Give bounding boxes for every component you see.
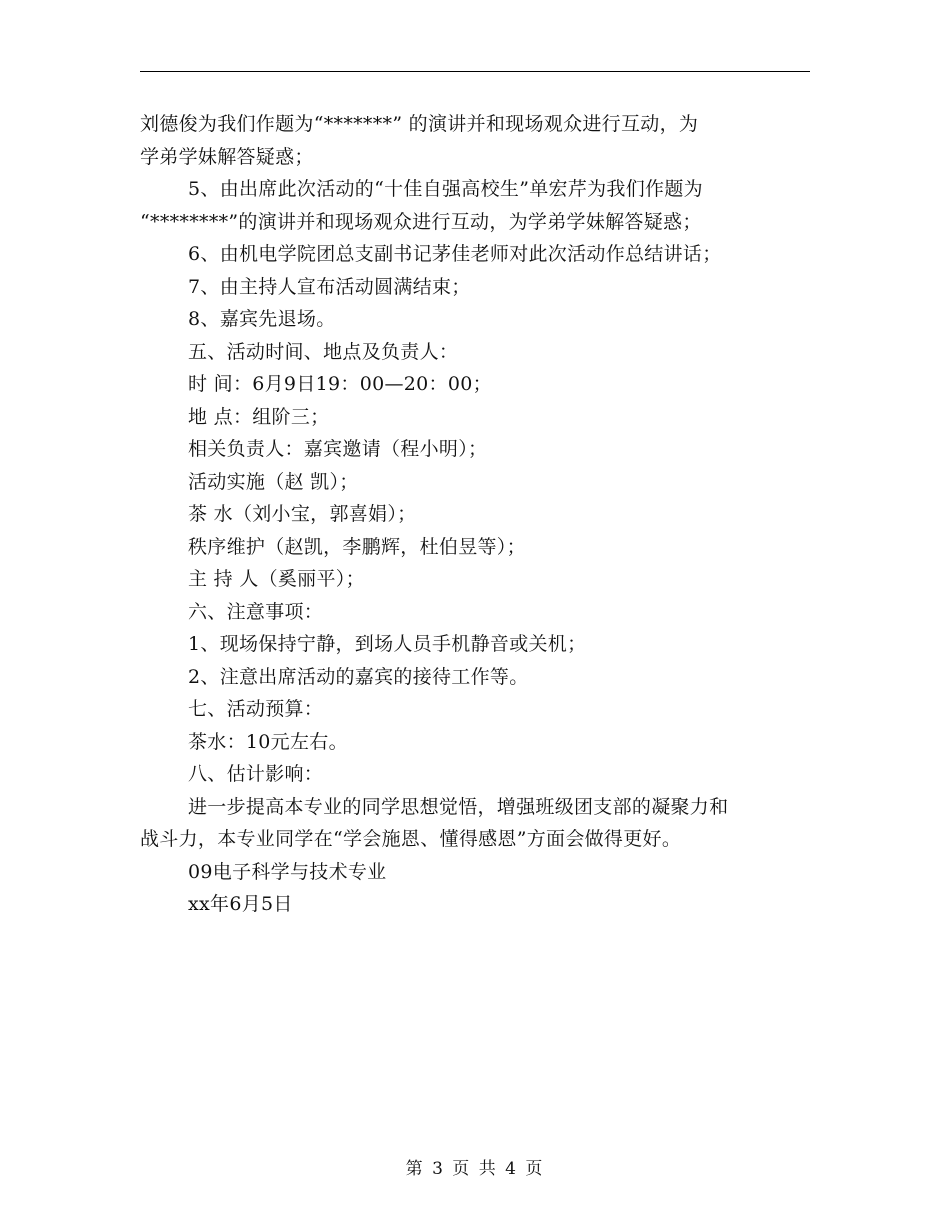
header-rule — [140, 71, 810, 72]
section-heading: 五、活动时间、地点及负责人： — [188, 340, 459, 363]
text-line: “********”的演讲并和现场观众进行互动，为学弟学妹解答疑惑； — [140, 210, 702, 233]
document-body — [140, 108, 810, 921]
section-heading: 六、注意事项： — [188, 600, 324, 623]
text-line: 茶水：10元左右。 — [188, 730, 348, 753]
text-line: 5、由出席此次活动的“十佳自强高校生”单宏芹为我们作题为 — [188, 178, 703, 200]
text-line: 刘德俊为我们作题为“*******” 的演讲并和现场观众进行互动，为 — [140, 113, 699, 135]
text-line: 战斗力，本专业同学在“学会施恩、懂得感恩”方面会做得更好。 — [140, 828, 682, 850]
text-line: 茶 水（刘小宝，郭喜娟）； — [188, 503, 417, 525]
signature-line: 09电子科学与技术专业 — [188, 860, 387, 883]
section-heading: 七、活动预算： — [188, 698, 324, 720]
text-line: 相关负责人：嘉宾邀请（程小明）； — [188, 438, 488, 460]
text-line: 1、现场保持宁静，到场人员手机静音或关机； — [188, 633, 587, 655]
date-line: xx年6月5日 — [188, 893, 293, 915]
text-line: 学弟学妹解答疑惑； — [140, 145, 314, 168]
section-heading: 八、估计影响： — [188, 763, 324, 785]
text-line: 秩序维护（赵凯，李鹏辉，杜伯昱等）； — [188, 535, 526, 558]
text-line: 8、嘉宾先退场。 — [188, 308, 336, 330]
text-line: 2、注意出席活动的嘉宾的接待工作等。 — [188, 665, 529, 688]
text-line: 时 间：6月9日19：00—20：00； — [188, 373, 492, 395]
text-line: 主 持 人（奚丽平）； — [188, 568, 365, 590]
page-number: 第 3 页 共 4 页 — [405, 1159, 545, 1179]
text-line: 7、由主持人宣布活动圆满结束； — [188, 275, 471, 298]
text-line: 活动实施（赵 凯）； — [188, 470, 359, 493]
text-line: 6、由机电学院团总支副书记茅佳老师对此次活动作总结讲话； — [188, 243, 722, 265]
text-line: 地 点：组阶三； — [188, 405, 330, 428]
text-line: 进一步提高本专业的同学思想觉悟，增强班级团支部的凝聚力和 — [188, 795, 729, 818]
